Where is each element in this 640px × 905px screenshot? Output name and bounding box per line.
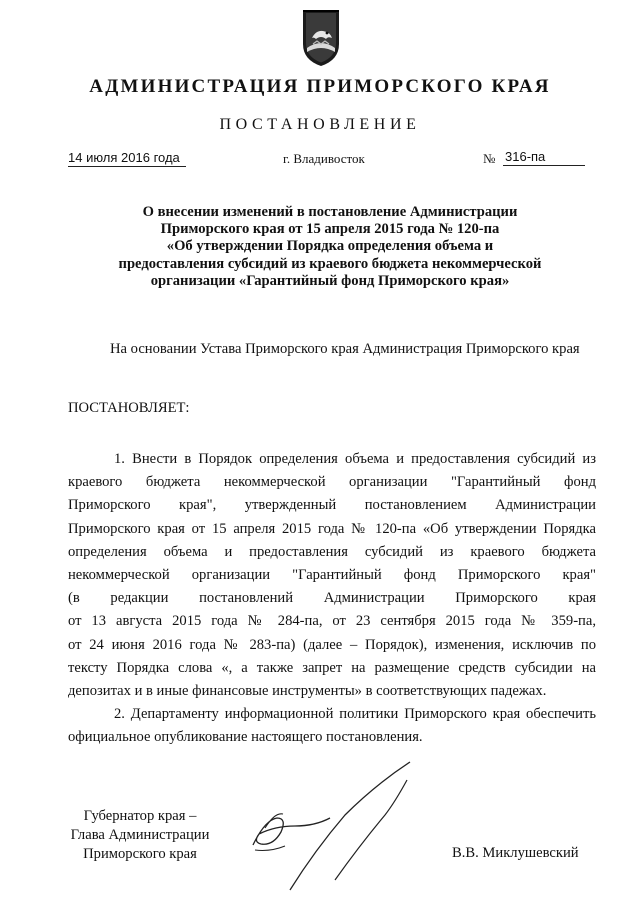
paragraph-line: краевого бюджета некоммерческой организации "Гарантийный фонд	[68, 474, 596, 491]
organization-title: АДМИНИСТРАЦИЯ ПРИМОРСКОГО КРАЯ	[89, 76, 551, 97]
document-title	[100, 204, 560, 290]
document-number-label: №	[483, 151, 496, 166]
paragraph-line: (в редакции постановлений Администрации Приморского края	[68, 590, 596, 607]
paragraph-line: определения объема и предоставления субсидий из краевого бюджета	[68, 543, 596, 560]
coat-of-arms-icon	[299, 8, 343, 68]
document-number: 316-па	[503, 149, 585, 166]
title-line: «Об утверждении Порядка определения объема и	[166, 238, 494, 255]
document-body	[68, 448, 596, 750]
handwritten-signature-icon	[235, 760, 435, 900]
paragraph-line: Приморского края", утвержденный постановлением Администрации	[68, 497, 596, 514]
paragraph-line: некоммерческой организации "Гарантийный фонд Приморского края"	[68, 567, 596, 584]
paragraph-line: тексту Порядка слова «, а также запрет на размещение средств субсидии на	[68, 659, 596, 676]
title-line: предоставления субсидий из краевого бюджета некоммерческой	[118, 255, 542, 272]
role-line: Глава Администрации	[70, 827, 210, 843]
paragraph-line: 2. Департаменту информационной политики Приморского края обеспечить	[114, 706, 596, 723]
paragraph-line: Приморского края от 15 апреля 2015 года № 120-па «Об утверждении Порядка	[68, 520, 596, 537]
paragraph-line: депозитах и в иные финансовые инструменты» в соответствующих падежах.	[68, 683, 547, 700]
paragraph-line: от 24 июня 2016 года № 283-па) (далее – Порядок), изменения, исключив по	[68, 636, 596, 653]
basis-statement: На основании Устава Приморского края Администрация Приморского края	[110, 341, 580, 357]
paragraph-line: 1. Внести в Порядок определения объема и предоставления субсидий из	[114, 451, 596, 467]
title-line: организации «Гарантийный фонд Приморского края»	[150, 272, 510, 289]
role-line: Губернатор края –	[83, 808, 197, 824]
title-line: Приморского края от 15 апреля 2015 года № 120-па	[160, 221, 500, 238]
signatory-role	[60, 807, 220, 864]
role-line: Приморского края	[83, 846, 197, 862]
document-date: 14 июля 2016 года	[68, 150, 186, 167]
signatory-name: В.В. Миклушевский	[452, 845, 579, 861]
document-type: ПОСТАНОВЛЕНИЕ	[219, 116, 421, 133]
title-line: О внесении изменений в постановление Администрации	[142, 204, 518, 220]
document-city: г. Владивосток	[283, 151, 365, 166]
paragraph-line: официальное опубликование настоящего постановления.	[68, 729, 423, 746]
decree-heading: ПОСТАНОВЛЯЕТ:	[68, 400, 190, 416]
paragraph-line: от 13 августа 2015 года № 284-па, от 23 сентября 2015 года № 359-па,	[68, 613, 596, 630]
